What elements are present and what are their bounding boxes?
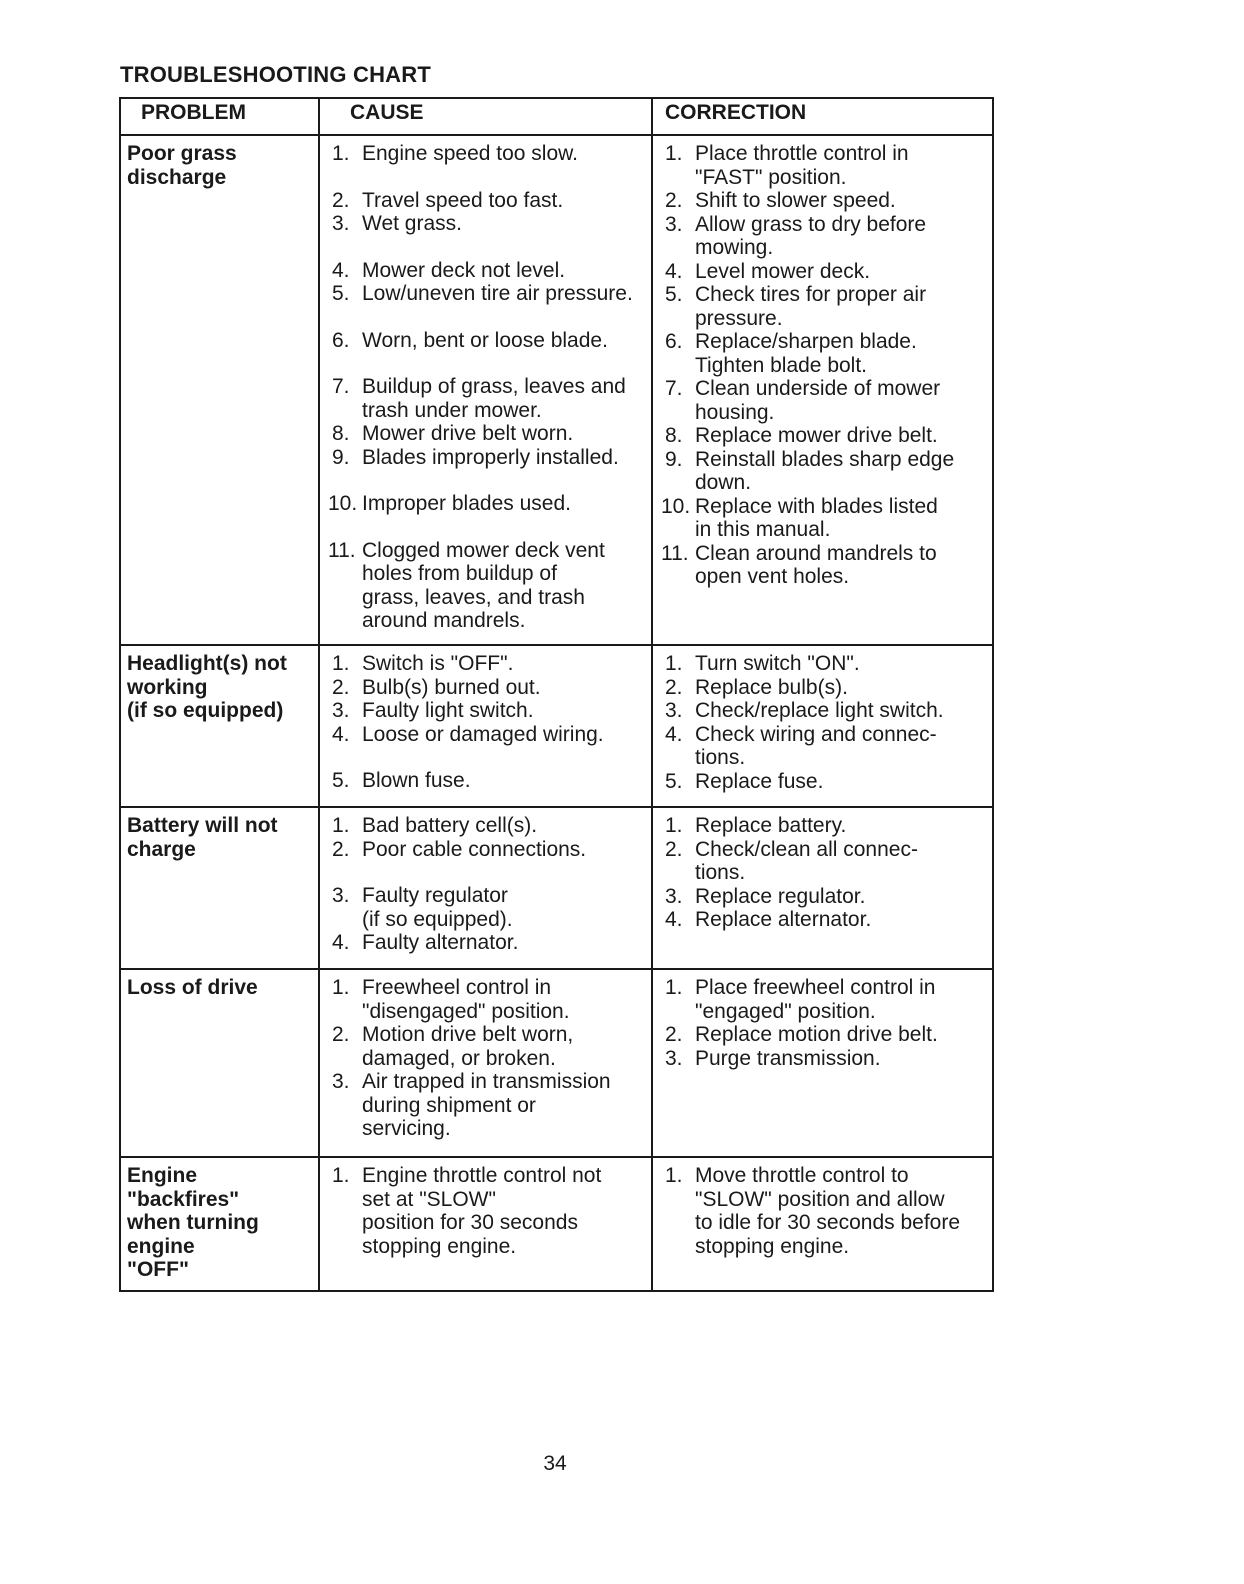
correction-text: Replace with blades listed in this manual.: [695, 494, 938, 541]
item-number: 5.: [665, 283, 683, 306]
correction-item: [659, 908, 986, 932]
item-number: 9.: [332, 445, 350, 469]
cause-cell: [319, 135, 652, 645]
item-number: 4.: [332, 258, 350, 282]
item-number: 10.: [328, 492, 358, 515]
table-row: [120, 645, 993, 807]
correction-item: [659, 885, 986, 909]
cause-item: [326, 259, 645, 283]
item-number: 4.: [665, 722, 683, 746]
cause-text: Blades improperly installed.: [362, 445, 619, 469]
header-cause: CAUSE: [319, 98, 652, 135]
correction-item: [659, 283, 986, 330]
cause-item: [326, 329, 645, 353]
chart-title: TROUBLESHOOTING CHART: [120, 62, 431, 87]
table-row: [120, 135, 993, 645]
correction-text: Reinstall blades sharp edge down.: [695, 447, 955, 494]
correction-item: [659, 770, 986, 794]
correction-cell: [652, 135, 993, 645]
cause-item: [326, 422, 645, 446]
item-number: 1.: [332, 814, 350, 837]
cause-item: [326, 652, 645, 676]
cause-text: Mower deck not level.: [362, 258, 566, 282]
item-number: 9.: [665, 447, 683, 471]
item-number: 6.: [665, 330, 683, 353]
correction-item: [659, 377, 986, 424]
correction-text: Level mower deck.: [695, 259, 871, 283]
correction-item: [659, 814, 986, 838]
item-number: 2.: [665, 837, 683, 861]
correction-item: [659, 213, 986, 260]
cause-text: Travel speed too fast.: [362, 188, 564, 212]
correction-text: Turn switch "ON".: [695, 652, 860, 675]
cause-text: Faulty regulator (if so equipped).: [362, 884, 513, 931]
problem-label: Battery will not charge: [127, 814, 278, 861]
cause-cell: [319, 807, 652, 969]
item-number: 8.: [665, 424, 683, 447]
correction-text: Place throttle control in "FAST" position.: [695, 142, 909, 189]
problem-label: Poor grass discharge: [127, 142, 237, 189]
item-number: 2.: [332, 1023, 350, 1046]
item-number: 8.: [332, 422, 350, 445]
item-number: 1.: [332, 1164, 350, 1187]
cause-text: Worn, bent or loose blade.: [362, 328, 608, 352]
correction-text: Clean around mandrels to open vent holes.: [695, 541, 937, 588]
item-number: 1.: [332, 652, 350, 675]
correction-text: Place freewheel control in "engaged" position.: [695, 976, 936, 1023]
correction-item: [659, 1023, 986, 1047]
correction-item: [659, 260, 986, 284]
item-number: 7.: [665, 377, 683, 400]
table-row: [120, 1157, 993, 1291]
problem-cell: [120, 135, 319, 645]
item-number: 3.: [332, 884, 350, 907]
item-number: 5.: [332, 282, 350, 305]
cause-item: [326, 838, 645, 862]
cause-item: [326, 723, 645, 747]
header-row: [120, 98, 993, 135]
cause-text: Air trapped in transmission during shipment or servicing.: [362, 1070, 611, 1140]
correction-text: Replace/sharpen blade. Tighten blade bolt.: [695, 330, 917, 377]
item-number: 3.: [665, 884, 683, 908]
item-number: 2.: [332, 675, 350, 699]
item-number: 1.: [665, 814, 683, 837]
correction-text: Check/replace light switch.: [695, 699, 944, 722]
correction-item: [659, 976, 986, 1023]
item-number: 3.: [665, 699, 683, 722]
cause-text: Motion drive belt worn, damaged, or broken.: [362, 1023, 574, 1070]
correction-item: [659, 1164, 986, 1258]
cause-item: [326, 976, 645, 1023]
correction-item: [659, 542, 986, 589]
item-number: 1.: [332, 142, 350, 165]
item-number: 2.: [665, 675, 683, 699]
table-row: [120, 969, 993, 1157]
cause-text: Faulty alternator.: [362, 931, 519, 954]
correction-item: [659, 1047, 986, 1071]
item-number: 3.: [665, 212, 683, 236]
cause-item: [326, 676, 645, 700]
cause-text: Blown fuse.: [362, 769, 471, 792]
correction-item: [659, 495, 986, 542]
cause-text: Improper blades used.: [362, 492, 571, 515]
item-number: 3.: [665, 1046, 683, 1070]
item-number: 7.: [332, 375, 350, 398]
correction-cell: [652, 969, 993, 1157]
correction-item: [659, 330, 986, 377]
cause-text: Loose or damaged wiring.: [362, 722, 604, 746]
cause-text: Faulty light switch.: [362, 699, 534, 722]
problem-label: Headlight(s) not working (if so equipped): [127, 652, 287, 722]
page-number: 34: [543, 1452, 567, 1475]
correction-item: [659, 699, 986, 723]
cause-item: [326, 699, 645, 723]
correction-text: Replace regulator.: [695, 884, 866, 908]
correction-item: [659, 448, 986, 495]
cause-cell: [319, 1157, 652, 1291]
cause-item: [326, 446, 645, 470]
correction-cell: [652, 1157, 993, 1291]
cause-text: Engine speed too slow.: [362, 142, 578, 165]
correction-item: [659, 676, 986, 700]
cause-item: [326, 282, 645, 306]
item-number: 1.: [665, 976, 683, 999]
cause-item: [326, 189, 645, 213]
correction-text: Check wiring and connec- tions.: [695, 722, 937, 769]
cause-item: [326, 1164, 645, 1258]
correction-item: [659, 189, 986, 213]
cause-item: [326, 212, 645, 236]
correction-text: Replace fuse.: [695, 769, 824, 793]
cause-item: [326, 539, 645, 633]
item-number: 10.: [661, 494, 691, 518]
item-number: 4.: [332, 931, 350, 954]
item-number: 4.: [332, 722, 350, 746]
cause-text: Bulb(s) burned out.: [362, 675, 541, 699]
problem-label: Engine "backfires" when turning engine "OFF": [127, 1164, 259, 1281]
correction-item: [659, 723, 986, 770]
item-number: 2.: [665, 189, 683, 212]
correction-text: Check tires for proper air pressure.: [695, 283, 927, 330]
cause-text: Mower drive belt worn.: [362, 422, 574, 445]
table-body: [120, 135, 993, 1291]
correction-text: Replace mower drive belt.: [695, 424, 938, 447]
item-number: 6.: [332, 328, 350, 352]
item-number: 3.: [332, 212, 350, 235]
correction-text: Allow grass to dry before mowing.: [695, 212, 927, 259]
cause-item: [326, 1070, 645, 1141]
cause-item: [326, 375, 645, 422]
cause-cell: [319, 969, 652, 1157]
cause-item: [326, 884, 645, 931]
correction-cell: [652, 645, 993, 807]
correction-text: Replace bulb(s).: [695, 675, 848, 699]
item-number: 3.: [332, 1070, 350, 1093]
cause-cell: [319, 645, 652, 807]
cause-text: Bad battery cell(s).: [362, 814, 538, 837]
correction-text: Shift to slower speed.: [695, 189, 896, 212]
cause-text: Poor cable connections.: [362, 837, 587, 861]
item-number: 11.: [328, 538, 356, 562]
problem-label: Loss of drive: [127, 976, 258, 999]
cause-text: Engine throttle control not set at "SLOW" position for 30 seconds stopping engine.: [362, 1164, 602, 1258]
correction-text: Move throttle control to "SLOW" position and allow to idle for 30 seconds before stopping engine.: [695, 1164, 961, 1258]
item-number: 1.: [665, 652, 683, 675]
correction-text: Replace battery.: [695, 814, 847, 837]
cause-text: Low/uneven tire air pressure.: [362, 282, 633, 305]
item-number: 1.: [332, 976, 350, 999]
correction-cell: [652, 807, 993, 969]
problem-cell: [120, 807, 319, 969]
item-number: 11.: [661, 541, 689, 565]
problem-cell: [120, 1157, 319, 1291]
item-number: 2.: [332, 837, 350, 861]
item-number: 4.: [665, 908, 683, 931]
cause-item: [326, 1023, 645, 1070]
cause-text: Clogged mower deck vent holes from buildup of grass, leaves, and trash around mandrels.: [362, 538, 605, 632]
table-row: [120, 807, 993, 969]
cause-item: [326, 931, 645, 955]
item-number: 1.: [665, 142, 683, 165]
item-number: 3.: [332, 699, 350, 722]
correction-item: [659, 838, 986, 885]
problem-cell: [120, 645, 319, 807]
cause-text: Buildup of grass, leaves and trash under mower.: [362, 375, 626, 422]
item-number: 5.: [332, 769, 350, 792]
correction-text: Purge transmission.: [695, 1046, 881, 1070]
correction-text: Replace motion drive belt.: [695, 1023, 938, 1046]
item-number: 2.: [665, 1023, 683, 1046]
cause-item: [326, 492, 645, 516]
item-number: 5.: [665, 769, 683, 793]
correction-item: [659, 424, 986, 448]
correction-text: Clean underside of mower housing.: [695, 377, 941, 424]
cause-item: [326, 142, 645, 166]
item-number: 1.: [665, 1164, 683, 1187]
problem-cell: [120, 969, 319, 1157]
item-number: 4.: [665, 259, 683, 283]
cause-text: Wet grass.: [362, 212, 462, 235]
correction-item: [659, 142, 986, 189]
correction-text: Replace alternator.: [695, 908, 872, 931]
header-problem: PROBLEM: [120, 98, 319, 135]
correction-text: Check/clean all connec- tions.: [695, 837, 918, 884]
troubleshooting-table: [119, 97, 994, 1292]
cause-item: [326, 814, 645, 838]
cause-text: Freewheel control in "disengaged" position.: [362, 976, 570, 1023]
correction-item: [659, 652, 986, 676]
cause-item: [326, 769, 645, 793]
header-correction: CORRECTION: [652, 98, 993, 135]
item-number: 2.: [332, 188, 350, 212]
cause-text: Switch is "OFF".: [362, 652, 514, 675]
